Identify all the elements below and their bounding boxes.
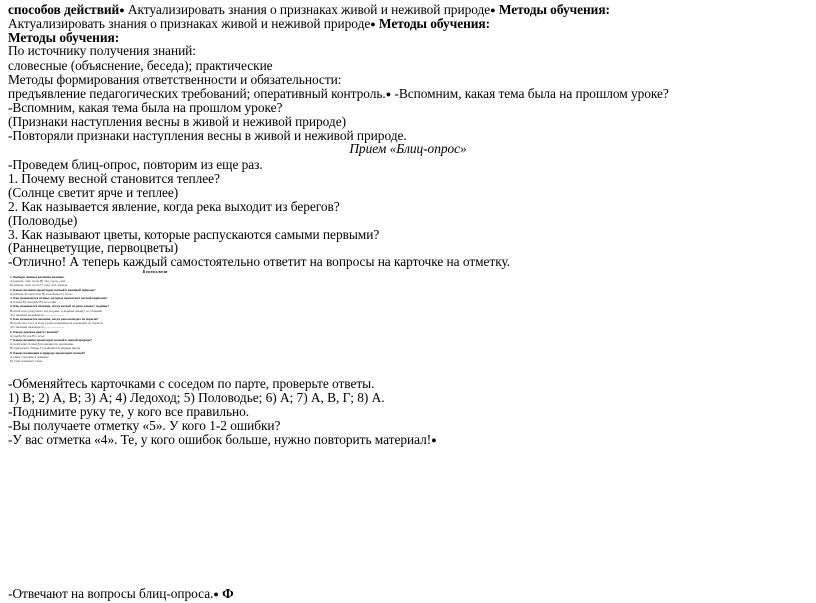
text-line-14: (Солнце светит ярче и теплее) [8, 185, 179, 200]
card-row: А) капель, лёд, гроза В) лёд, гроза, снег [10, 279, 66, 284]
text-line-15: 2. Как называется явление, когда река выходит из берегов? [8, 199, 340, 214]
card-row: А) набухают почки Б) появляются насекомые [10, 342, 74, 347]
card-row: 7. Какие явления происходят весной в живой природе? [10, 338, 93, 343]
bullet-icon: ● [213, 589, 219, 599]
methods-heading: Методы обучения: [8, 30, 120, 45]
text-line-5: словесные (объяснение, беседа); практические [8, 58, 273, 73]
line-25-f: Ф [218, 586, 234, 601]
card-row: Б) капель, снег, гроза Г) снег, лед, капель [10, 283, 68, 288]
text-line-12: -Проведем блиц-опрос, повторим из еще раз. [8, 157, 263, 172]
card-title: В гости к весне [142, 270, 168, 274]
text-line-20: -Обменяйтесь карточками с соседом по парте, проверьте ответы. [8, 376, 375, 391]
line-25-text: -Отвечают на вопросы блиц-опроса. [8, 586, 214, 601]
card-row: 2. Какие явления происходят весной в неживой природе? [10, 287, 96, 292]
card-row: А) капель Б) листопад В) половодье Г) гроза [10, 291, 73, 296]
line-1-goal: Актуализировать знания о признаках живой и неживой природе [124, 2, 491, 17]
text-line-6: Методы формирования ответственности и обязательности: [8, 72, 342, 87]
bullet-icon: ● [490, 5, 496, 15]
card-row: Это явление называется ........................ [10, 312, 65, 317]
text-line-22: -Поднимите руку те, у кого все правильно. [8, 404, 250, 419]
line-7-text: предъявление педагогических требований; оперативный контроль. [8, 86, 386, 101]
answers-line: 1) В; 2) А, В; 3) А; 4) Ледоход; 5) Половодье; 6) А; 7) А, В, Г; 8) А. [8, 390, 385, 405]
card-row: Это явление называется ........................ [10, 325, 65, 330]
text-line-24 [8, 432, 437, 448]
bullet-icon: ● [431, 435, 437, 445]
bullet-icon: ● [370, 19, 376, 29]
card-row: А) верба Б) ель В) сосна [10, 333, 45, 338]
bullet-icon: ● [385, 89, 392, 99]
line-24-text: -У вас отметка «4». Те, у кого ошибок больше, нужно повторить материал! [8, 432, 432, 447]
line-1-bold-start: способов действий [8, 2, 120, 17]
text-line-4: По источнику получения знаний: [8, 43, 196, 58]
text-line-16: (Половодье) [8, 213, 78, 228]
text-line-10: -Повторяли признаки наступления весны в живой и неживой природе. [8, 128, 407, 143]
card-row: Б) Снег начинает таять [10, 359, 43, 364]
line-1-methods: Методы обучения: [495, 2, 610, 17]
card-row: А) Дни становятся длиннее [10, 354, 49, 359]
card-row: 3. Как называются птицы, которые прилетают весной первыми? [10, 296, 108, 301]
line-7-question: -Вспомним, какая тема была на прошлом уроке? [391, 86, 669, 101]
text-line-8: -Вспомним, какая тема была на прошлом уроке? [8, 100, 283, 115]
text-line-13: 1. Почему весной становится теплее? [8, 171, 220, 186]
line-2-goal: Актуализировать знания о признаках живой и неживой природе [8, 16, 371, 31]
line-2-methods: Методы обучения: [375, 16, 491, 31]
text-line-23: -Вы получаете отметку «5». У кого 1-2 ошибки? [8, 418, 281, 433]
card-row: Весной вода разрушает лед на реке, и льдины плывут по течению [10, 308, 103, 313]
card-row: 5. Как называется явление, когда река выходит из берегов? [10, 317, 99, 322]
text-line-18: (Раннецветущие, первоцветы) [8, 240, 179, 255]
bullet-icon: ● [119, 5, 125, 15]
card-row: 4. Как называется явление, когда весной по реке плывут льдины? [10, 304, 109, 309]
card-row: А) грачи Б) скворцы В) ласточки [10, 300, 57, 305]
card-row: В) прилетают птицы Г) появляются первые цветы [10, 346, 81, 351]
text-line-19: -Отлично! А теперь каждый самостоятельно ответит на вопросы на карточке на отметку. [8, 254, 511, 269]
quiz-card-image [10, 270, 300, 376]
card-row: 6. Какие деревья цветут весной? [10, 329, 59, 334]
card-row: 8. Какие изменения в природе происходят весной? [10, 350, 86, 355]
card-row: 1. Выбери лишнее весеннее явление. [10, 275, 65, 279]
text-line-9: (Признаки наступления весны в живой и неживой природе) [8, 114, 346, 129]
text-line-17: 3. Как называют цветы, которые распускаются самыми первыми? [8, 227, 380, 242]
section-title: Прием «Блиц-опрос» [349, 141, 467, 156]
text-line-25 [8, 586, 234, 602]
card-row: Весной снег тает, и вода в реке поднимается и выходит из берегов [10, 321, 103, 326]
